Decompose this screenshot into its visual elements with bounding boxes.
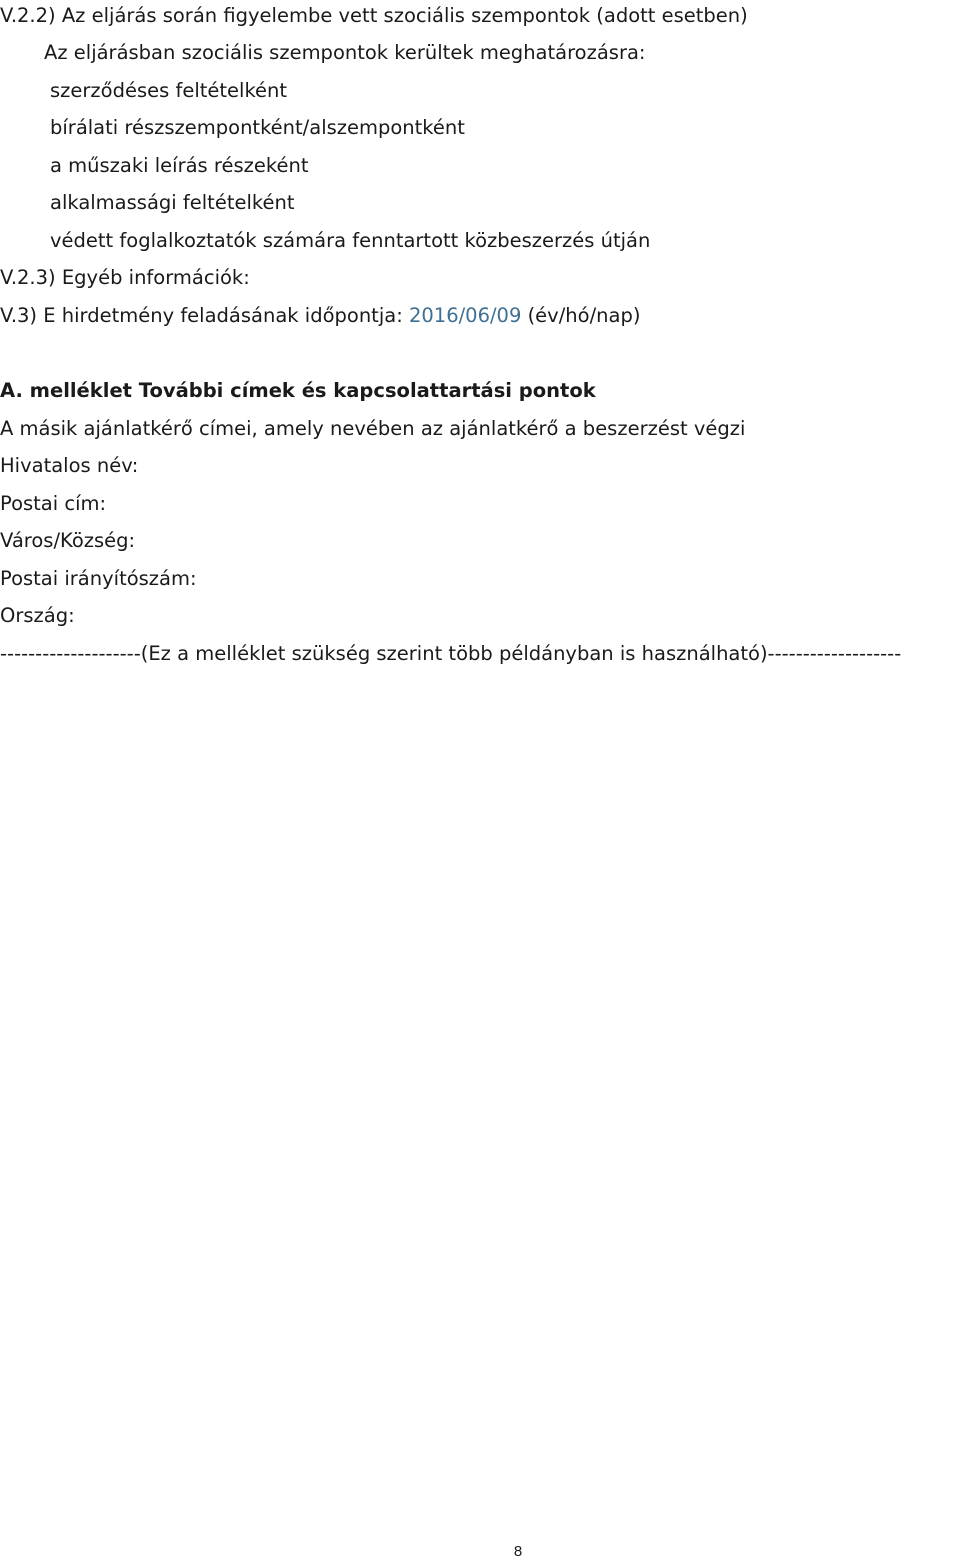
social-option-1: szerződéses feltételként <box>50 79 288 102</box>
field-country: Ország: <box>0 604 75 627</box>
field-postal-address: Postai cím: <box>0 492 107 515</box>
publication-date: 2016/06/09 <box>408 304 522 327</box>
section-v3-label: V.3) E hirdetmény feladásának időpontja: <box>0 304 409 327</box>
social-option-3: a műszaki leírás részeként <box>50 154 309 177</box>
social-option-4: alkalmassági feltételként <box>50 191 295 214</box>
date-format: (év/hó/nap) <box>521 304 641 327</box>
field-postal-code: Postai irányítószám: <box>0 567 197 590</box>
section-v22-intro: Az eljárásban szociális szempontok kerültek meghatározásra: <box>44 41 646 64</box>
section-v3-line <box>0 304 640 328</box>
annex-a-subtitle: A másik ajánlatkérő címei, amely nevében az ajánlatkérő a beszerzést végzi <box>0 417 746 440</box>
field-official-name: Hivatalos név: <box>0 454 139 477</box>
social-option-5: védett foglalkoztatók számára fenntartott közbeszerzés útján <box>50 229 651 252</box>
section-v23-heading: V.2.3) Egyéb információk: <box>0 266 250 289</box>
page-number: 8 <box>513 1543 523 1560</box>
annex-a-title: A. melléklet További címek és kapcsolattartási pontok <box>0 379 596 402</box>
field-city: Város/Község: <box>0 529 136 552</box>
social-option-2: bírálati részszempontként/alszempontként <box>50 116 465 139</box>
annex-divider: --------------------(Ez a melléklet szükség szerint több példányban is használható)------------------- <box>0 642 902 665</box>
section-v22-heading: V.2.2) Az eljárás során figyelembe vett szociális szempontok (adott esetben) <box>0 4 748 27</box>
